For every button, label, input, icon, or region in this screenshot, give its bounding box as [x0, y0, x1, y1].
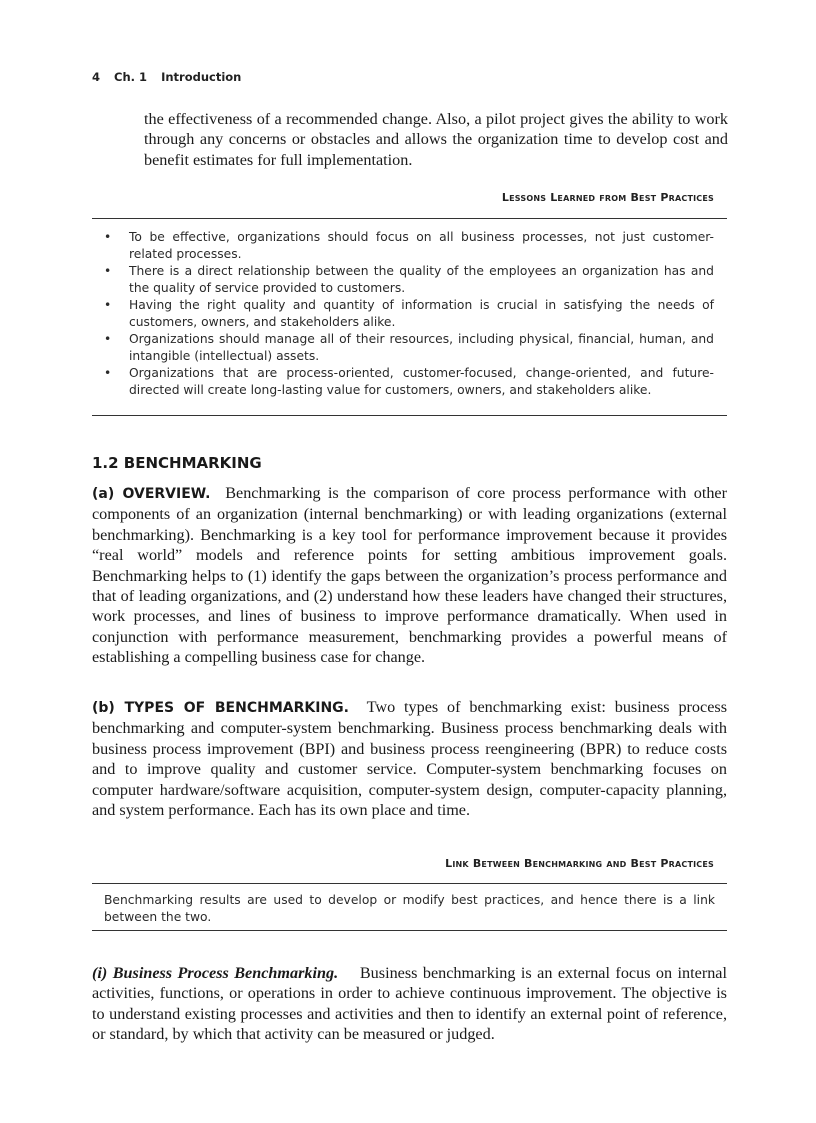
- types-text: Two types of benchmarking exist: business process benchmarking and computer-system benchmarking. Business process benchmarking deals with business process improvement (BPI) and business process reengineering (BPR) to reduce costs and to improve quality and customer service. Computer-system benchmarking focuses on computer hardware/software acquisition, computer-system design, computer-capacity planning, and system performance. Each has its own place and time.: [92, 698, 727, 820]
- link-box-bottom-rule: [92, 930, 727, 931]
- bullet-icon: •: [104, 298, 112, 312]
- bullet-icon: •: [104, 230, 112, 244]
- bullet-icon: •: [104, 332, 112, 346]
- list-item-text: Having the right quality and quantity of information is crucial in satisfying the needs of customers, owners, and stakeholders alike.: [129, 298, 714, 329]
- page-number: 4: [92, 70, 101, 84]
- types-lead: (b) TYPES OF BENCHMARKING.: [92, 700, 349, 716]
- link-box-text: Benchmarking results are used to develop or modify best practices, and hence there is a link between the two.: [104, 893, 715, 924]
- lessons-list: [92, 229, 714, 399]
- bullet-icon: •: [104, 366, 112, 380]
- running-head: [92, 70, 241, 84]
- chapter-label: Ch. 1: [114, 70, 148, 84]
- list-item-text: Organizations should manage all of their resources, including physical, financial, human, and intangible (intellectual) assets.: [129, 332, 714, 363]
- overview-paragraph: [92, 483, 727, 668]
- overview-lead: (a) OVERVIEW.: [92, 486, 211, 502]
- business-process-lead: (i) Business Process Benchmarking.: [92, 964, 339, 982]
- lessons-box-bottom-rule: [92, 415, 727, 416]
- chapter-title: Introduction: [161, 70, 242, 84]
- list-item-text: To be effective, organizations should focus on all business processes, not just customer-related processes.: [129, 230, 714, 261]
- continuation-paragraph: the effectiveness of a recommended change. Also, a pilot project gives the ability to work through any concerns or obstacles and allows the organization time to develop cost and benefit estimates for full implementation.: [144, 110, 728, 169]
- list-item: [92, 365, 714, 399]
- business-process-paragraph: [92, 963, 727, 1045]
- lessons-box-heading: Lessons Learned from Best Practices: [501, 191, 714, 204]
- business-process-text: Business benchmarking is an external focus on internal activities, functions, or operations in order to achieve continuous improvement. The objective is to understand existing processes and activities and then to identify an external point of reference, or standard, by which that activity can be measured or judged.: [92, 964, 727, 1044]
- link-box-heading: Link Between Benchmarking and Best Practices: [445, 857, 714, 870]
- list-item: [92, 331, 714, 365]
- list-item-text: Organizations that are process-oriented, customer-focused, change-oriented, and future-directed will create long-lasting value for customers, owners, and stakeholders alike.: [129, 366, 714, 397]
- list-item-text: There is a direct relationship between the quality of the employees an organization has and the quality of service provided to customers.: [129, 264, 714, 295]
- bullet-icon: •: [104, 264, 112, 278]
- list-item: [92, 297, 714, 331]
- list-item: [92, 229, 714, 263]
- types-paragraph: [92, 697, 727, 820]
- list-item: [92, 263, 714, 297]
- section-title: 1.2 BENCHMARKING: [92, 454, 262, 472]
- lessons-box-top-rule: [92, 218, 727, 219]
- link-box-top-rule: [92, 883, 727, 884]
- overview-text: Benchmarking is the comparison of core process performance with other components of an organization (internal benchmarking) or with leading organizations (external benchmarking). Benchmarking is a key tool for performance improvement because it provides “real world” models and reference points for setting ambitious improvement goals. Benchmarking helps to (1) identify the gaps between the organization’s process performance and that of leading organizations, and (2) understand how these leaders have changed their structures, work processes, and lines of business to improve performance dramatically. When used in conjunction with performance measurement, benchmarking provides a powerful means of establishing a compelling business case for change.: [92, 484, 727, 667]
